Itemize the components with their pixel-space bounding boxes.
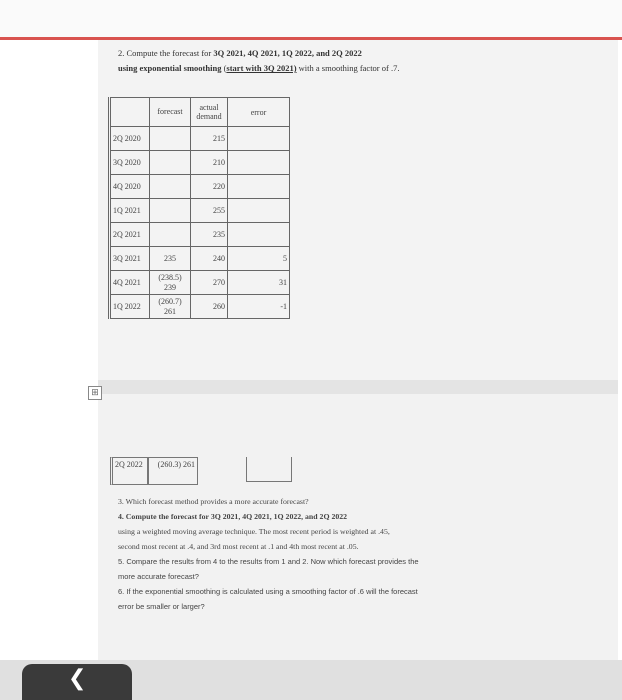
- table-row: [110, 271, 290, 295]
- cell-actual-demand: 220: [191, 175, 228, 199]
- table-header-row: [110, 98, 290, 127]
- question-5: 5. Compare the results from 4 to the results from 1 and 2. Now which forecast provides the: [118, 557, 419, 566]
- question-6: 6. If the exponential smoothing is calculated using a smoothing factor of .6 will the forecast: [118, 587, 418, 596]
- top-bar: [0, 0, 622, 38]
- questions-block: [118, 494, 518, 614]
- cell-period: 4Q 2020: [110, 175, 150, 199]
- header-error: error: [228, 98, 290, 127]
- forecast-table: [108, 97, 290, 319]
- cell-error: [228, 127, 290, 151]
- cell-period: 2Q 2021: [110, 223, 150, 247]
- header-actual-demand: actual demand: [191, 98, 228, 127]
- cell-period: 1Q 2022: [110, 295, 150, 319]
- question-4: 4. Compute the forecast for 3Q 2021, 4Q 2021, 1Q 2022, and 2Q 2022: [118, 512, 348, 521]
- q2-prefix: 2. Compute the forecast for: [118, 48, 214, 58]
- cell-actual-demand: 240: [191, 247, 228, 271]
- header-period: [110, 98, 150, 127]
- question-2: [118, 46, 399, 76]
- cell-forecast: [150, 199, 191, 223]
- cell-period: 4Q 2021: [110, 271, 150, 295]
- continued-empty-cell: [246, 457, 292, 482]
- cell-actual-demand: 215: [191, 127, 228, 151]
- cell-period: 3Q 2020: [110, 151, 150, 175]
- cell-forecast: [150, 151, 191, 175]
- chevron-left-icon: ❮: [68, 666, 87, 691]
- move-icon[interactable]: ⊞: [88, 386, 102, 400]
- cell-error: -1: [228, 295, 290, 319]
- table-row: [110, 175, 290, 199]
- continued-forecast: (260.3) 261: [148, 457, 198, 485]
- cell-error: 5: [228, 247, 290, 271]
- table-row: [110, 223, 290, 247]
- question-6-line-2: error be smaller or larger?: [118, 602, 205, 611]
- cell-actual-demand: 260: [191, 295, 228, 319]
- q2-periods: 3Q 2021, 4Q 2021, 1Q 2022, and 2Q 2022: [213, 48, 362, 58]
- continued-period: 2Q 2022: [110, 457, 148, 485]
- table-row: [110, 199, 290, 223]
- q2-start: start with 3Q 2021): [226, 63, 297, 73]
- cell-error: [228, 151, 290, 175]
- cell-forecast: (260.7) 261: [150, 295, 191, 319]
- page-divider: [98, 380, 618, 394]
- table-row: [110, 247, 290, 271]
- cell-forecast: 235: [150, 247, 191, 271]
- question-5-line-2: more accurate forecast?: [118, 572, 199, 581]
- cell-actual-demand: 235: [191, 223, 228, 247]
- cell-period: 1Q 2021: [110, 199, 150, 223]
- q2-mid: (: [221, 63, 227, 73]
- cell-error: [228, 223, 290, 247]
- question-4-line-2: using a weighted moving average technique. The most recent period is weighted at .45,: [118, 527, 390, 536]
- cell-actual-demand: 255: [191, 199, 228, 223]
- table-row: [110, 295, 290, 319]
- table-row: [110, 151, 290, 175]
- cell-error: [228, 199, 290, 223]
- cell-error: 31: [228, 271, 290, 295]
- back-button[interactable]: [22, 664, 132, 700]
- cell-period: 3Q 2021: [110, 247, 150, 271]
- cell-forecast: [150, 175, 191, 199]
- question-3: 3. Which forecast method provides a more accurate forecast?: [118, 497, 309, 506]
- cell-actual-demand: 270: [191, 271, 228, 295]
- question-4-line-3: second most recent at .4, and 3rd most recent at .1 and 4th most recent at .05.: [118, 542, 359, 551]
- cell-forecast: (238.5) 239: [150, 271, 191, 295]
- cell-actual-demand: 210: [191, 151, 228, 175]
- cell-forecast: [150, 127, 191, 151]
- table-row: [110, 127, 290, 151]
- q2-suffix: with a smoothing factor of .7.: [296, 63, 400, 73]
- q2-method: using exponential smoothing: [118, 63, 222, 73]
- cell-period: 2Q 2020: [110, 127, 150, 151]
- cell-forecast: [150, 223, 191, 247]
- cell-error: [228, 175, 290, 199]
- header-forecast: forecast: [150, 98, 191, 127]
